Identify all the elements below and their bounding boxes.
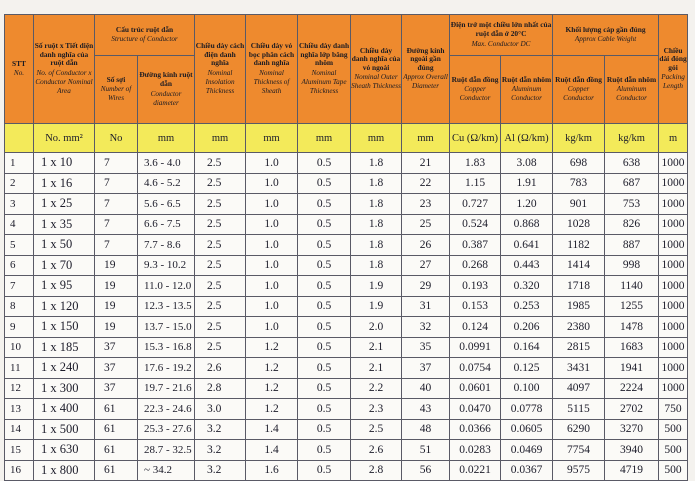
weight-aluminum: 753 (605, 194, 659, 215)
outer-sheath-thickness: 2.2 (351, 378, 402, 399)
insulation-thickness: 2.5 (195, 214, 246, 235)
unit-stt (5, 124, 34, 153)
packing-length: 1000 (659, 194, 688, 215)
weight-aluminum: 3270 (605, 419, 659, 440)
resistance-copper: 0.727 (450, 194, 501, 215)
header-conductor: Số ruột x Tiết diện danh nghĩa của ruột dẫn No. of Conductor x Conductor Nominal Area (34, 15, 95, 124)
tape-thickness: 0.5 (298, 255, 351, 276)
table-row (5, 460, 688, 481)
weight-copper: 1182 (553, 235, 605, 256)
conductor-diameter: 4.6 - 5.2 (138, 173, 195, 194)
tape-thickness: 0.5 (298, 214, 351, 235)
resistance-aluminum: 1.20 (501, 194, 553, 215)
resistance-copper: 0.124 (450, 317, 501, 338)
row-number: 9 (5, 317, 34, 338)
packing-length: 1000 (659, 173, 688, 194)
header-res-copper: Ruột dẫn đồng Copper Conductor (450, 56, 501, 124)
conductor-diameter: ~ 34.2 (138, 460, 195, 481)
wire-count: 7 (95, 235, 138, 256)
resistance-copper: 0.0991 (450, 337, 501, 358)
resistance-aluminum: 0.0778 (501, 399, 553, 420)
sheath-thickness: 1.0 (246, 235, 298, 256)
row-number: 11 (5, 358, 34, 379)
overall-diameter: 26 (402, 235, 450, 256)
packing-length: 1000 (659, 276, 688, 297)
resistance-aluminum: 1.91 (501, 173, 553, 194)
row-number: 15 (5, 440, 34, 461)
unit-tape: mm (298, 124, 351, 153)
weight-aluminum: 687 (605, 173, 659, 194)
weight-aluminum: 638 (605, 153, 659, 174)
weight-aluminum: 1140 (605, 276, 659, 297)
row-number: 14 (5, 419, 34, 440)
conductor-size: 1 x 500 (34, 419, 95, 440)
row-number: 5 (5, 235, 34, 256)
resistance-copper: 0.524 (450, 214, 501, 235)
conductor-diameter: 7.7 - 8.6 (138, 235, 195, 256)
sheath-thickness: 1.0 (246, 194, 298, 215)
weight-copper: 5115 (553, 399, 605, 420)
insulation-thickness: 2.5 (195, 317, 246, 338)
overall-diameter: 51 (402, 440, 450, 461)
sheath-thickness: 1.6 (246, 460, 298, 481)
row-number: 1 (5, 153, 34, 174)
resistance-aluminum: 0.206 (501, 317, 553, 338)
header-structure: Cấu trúc ruột dẫn Structure of Conductor (95, 15, 195, 56)
weight-copper: 2380 (553, 317, 605, 338)
weight-copper: 698 (553, 153, 605, 174)
packing-length: 1000 (659, 358, 688, 379)
weight-aluminum: 2224 (605, 378, 659, 399)
conductor-size: 1 x 35 (34, 214, 95, 235)
header-weight-aluminum: Ruột dẫn nhôm Aluminum Conductor (605, 56, 659, 124)
conductor-size: 1 x 185 (34, 337, 95, 358)
sheath-thickness: 1.2 (246, 358, 298, 379)
unit-res-cu: Cu (Ω/km) (450, 124, 501, 153)
insulation-thickness: 2.5 (195, 153, 246, 174)
cable-spec-table (4, 14, 688, 481)
unit-insulation: mm (195, 124, 246, 153)
insulation-thickness: 3.2 (195, 460, 246, 481)
resistance-copper: 0.153 (450, 296, 501, 317)
conductor-size: 1 x 70 (34, 255, 95, 276)
conductor-size: 1 x 150 (34, 317, 95, 338)
table-row (5, 399, 688, 420)
conductor-size: 1 x 120 (34, 296, 95, 317)
resistance-copper: 0.0754 (450, 358, 501, 379)
weight-copper: 1718 (553, 276, 605, 297)
weight-copper: 1414 (553, 255, 605, 276)
header-wires: Số sợi Number of Wires (95, 56, 138, 124)
insulation-thickness: 2.6 (195, 358, 246, 379)
unit-wires: No (95, 124, 138, 153)
outer-sheath-thickness: 1.9 (351, 276, 402, 297)
resistance-copper: 1.15 (450, 173, 501, 194)
weight-copper: 9575 (553, 460, 605, 481)
table-row (5, 358, 688, 379)
wire-count: 7 (95, 153, 138, 174)
header-resistance: Điện trở một chiều lớn nhất của ruột dẫn ở 20°C Max. Conductor DC (450, 15, 553, 56)
weight-copper: 1985 (553, 296, 605, 317)
table-row (5, 419, 688, 440)
weight-copper: 783 (553, 173, 605, 194)
outer-sheath-thickness: 1.8 (351, 214, 402, 235)
header-overall-diameter: Đường kính ngoài gần đúng Approx Overall Diameter (402, 15, 450, 124)
row-number: 7 (5, 276, 34, 297)
header-packing: Chiều dài đóng gói Packing Length (659, 15, 688, 124)
resistance-copper: 0.0221 (450, 460, 501, 481)
wire-count: 7 (95, 214, 138, 235)
conductor-size: 1 x 25 (34, 194, 95, 215)
conductor-diameter: 12.3 - 13.5 (138, 296, 195, 317)
row-number: 6 (5, 255, 34, 276)
row-number: 8 (5, 296, 34, 317)
resistance-copper: 0.0366 (450, 419, 501, 440)
tape-thickness: 0.5 (298, 358, 351, 379)
outer-sheath-thickness: 1.8 (351, 173, 402, 194)
outer-sheath-thickness: 2.1 (351, 358, 402, 379)
sheath-thickness: 1.0 (246, 255, 298, 276)
resistance-copper: 0.0601 (450, 378, 501, 399)
insulation-thickness: 2.5 (195, 194, 246, 215)
resistance-copper: 0.0283 (450, 440, 501, 461)
table-row (5, 255, 688, 276)
insulation-thickness: 2.5 (195, 235, 246, 256)
outer-sheath-thickness: 1.8 (351, 194, 402, 215)
weight-aluminum: 3940 (605, 440, 659, 461)
insulation-thickness: 2.5 (195, 255, 246, 276)
conductor-size: 1 x 400 (34, 399, 95, 420)
resistance-copper: 0.0470 (450, 399, 501, 420)
table-row (5, 214, 688, 235)
resistance-copper: 0.193 (450, 276, 501, 297)
conductor-diameter: 15.3 - 16.8 (138, 337, 195, 358)
overall-diameter: 35 (402, 337, 450, 358)
weight-aluminum: 1683 (605, 337, 659, 358)
row-number: 16 (5, 460, 34, 481)
overall-diameter: 25 (402, 214, 450, 235)
insulation-thickness: 3.2 (195, 440, 246, 461)
resistance-aluminum: 0.0367 (501, 460, 553, 481)
resistance-aluminum: 0.0605 (501, 419, 553, 440)
conductor-diameter: 13.7 - 15.0 (138, 317, 195, 338)
overall-diameter: 56 (402, 460, 450, 481)
packing-length: 1000 (659, 296, 688, 317)
resistance-copper: 0.268 (450, 255, 501, 276)
header-stt: STT No. (5, 15, 34, 124)
packing-length: 1000 (659, 235, 688, 256)
tape-thickness: 0.5 (298, 153, 351, 174)
outer-sheath-thickness: 2.8 (351, 460, 402, 481)
conductor-diameter: 25.3 - 27.6 (138, 419, 195, 440)
unit-res-al: Al (Ω/km) (501, 124, 553, 153)
resistance-aluminum: 0.868 (501, 214, 553, 235)
conductor-size: 1 x 16 (34, 173, 95, 194)
unit-diameter: mm (138, 124, 195, 153)
overall-diameter: 40 (402, 378, 450, 399)
tape-thickness: 0.5 (298, 194, 351, 215)
conductor-diameter: 19.7 - 21.6 (138, 378, 195, 399)
weight-aluminum: 2702 (605, 399, 659, 420)
sheath-thickness: 1.0 (246, 317, 298, 338)
resistance-aluminum: 0.641 (501, 235, 553, 256)
packing-length: 1000 (659, 214, 688, 235)
insulation-thickness: 2.8 (195, 378, 246, 399)
insulation-thickness: 3.0 (195, 399, 246, 420)
header-weight: Khối lượng cáp gần đúng Approx Cable Weight (553, 15, 659, 56)
tape-thickness: 0.5 (298, 276, 351, 297)
wire-count: 19 (95, 317, 138, 338)
insulation-thickness: 3.2 (195, 419, 246, 440)
resistance-aluminum: 3.08 (501, 153, 553, 174)
outer-sheath-thickness: 2.1 (351, 337, 402, 358)
weight-aluminum: 1478 (605, 317, 659, 338)
conductor-size: 1 x 800 (34, 460, 95, 481)
table-row (5, 337, 688, 358)
header-weight-copper: Ruột dẫn đồng Copper Conductor (553, 56, 605, 124)
table-row (5, 194, 688, 215)
packing-length: 1000 (659, 378, 688, 399)
packing-length: 1000 (659, 153, 688, 174)
overall-diameter: 48 (402, 419, 450, 440)
header-outer-sheath: Chiều dày danh nghĩa của vỏ ngoài Nominal Outer Sheath Thickness (351, 15, 402, 124)
outer-sheath-thickness: 2.6 (351, 440, 402, 461)
unit-weight-al: kg/km (605, 124, 659, 153)
row-number: 12 (5, 378, 34, 399)
insulation-thickness: 2.5 (195, 276, 246, 297)
table-row (5, 276, 688, 297)
wire-count: 19 (95, 276, 138, 297)
outer-sheath-thickness: 1.8 (351, 255, 402, 276)
tape-thickness: 0.5 (298, 440, 351, 461)
overall-diameter: 37 (402, 358, 450, 379)
conductor-diameter: 3.6 - 4.0 (138, 153, 195, 174)
conductor-size: 1 x 300 (34, 378, 95, 399)
conductor-size: 1 x 50 (34, 235, 95, 256)
weight-aluminum: 826 (605, 214, 659, 235)
sheath-thickness: 1.4 (246, 440, 298, 461)
wire-count: 19 (95, 296, 138, 317)
overall-diameter: 27 (402, 255, 450, 276)
sheath-thickness: 1.0 (246, 214, 298, 235)
tape-thickness: 0.5 (298, 337, 351, 358)
table-row (5, 235, 688, 256)
sheath-thickness: 1.2 (246, 378, 298, 399)
table-row (5, 317, 688, 338)
wire-count: 61 (95, 419, 138, 440)
tape-thickness: 0.5 (298, 460, 351, 481)
resistance-copper: 0.387 (450, 235, 501, 256)
weight-aluminum: 998 (605, 255, 659, 276)
overall-diameter: 22 (402, 173, 450, 194)
unit-weight-cu: kg/km (553, 124, 605, 153)
unit-packing: m (659, 124, 688, 153)
wire-count: 19 (95, 255, 138, 276)
sheath-thickness: 1.4 (246, 419, 298, 440)
sheath-thickness: 1.0 (246, 296, 298, 317)
table-row (5, 173, 688, 194)
table-body (5, 153, 688, 481)
unit-outer: mm (351, 124, 402, 153)
weight-copper: 901 (553, 194, 605, 215)
conductor-diameter: 17.6 - 19.2 (138, 358, 195, 379)
weight-copper: 2815 (553, 337, 605, 358)
resistance-aluminum: 0.125 (501, 358, 553, 379)
wire-count: 61 (95, 399, 138, 420)
tape-thickness: 0.5 (298, 173, 351, 194)
wire-count: 61 (95, 460, 138, 481)
packing-length: 1000 (659, 255, 688, 276)
header-diameter: Đường kính ruột dẫn Conductor diameter (138, 56, 195, 124)
packing-length: 750 (659, 399, 688, 420)
wire-count: 37 (95, 358, 138, 379)
overall-diameter: 23 (402, 194, 450, 215)
resistance-aluminum: 0.100 (501, 378, 553, 399)
resistance-aluminum: 0.164 (501, 337, 553, 358)
outer-sheath-thickness: 1.8 (351, 235, 402, 256)
header-sheath: Chiều dày vỏ bọc phân cách danh nghĩa Nominal Thickness of Sheath (246, 15, 298, 124)
resistance-aluminum: 0.320 (501, 276, 553, 297)
wire-count: 37 (95, 337, 138, 358)
overall-diameter: 29 (402, 276, 450, 297)
overall-diameter: 31 (402, 296, 450, 317)
outer-sheath-thickness: 2.0 (351, 317, 402, 338)
weight-aluminum: 4719 (605, 460, 659, 481)
outer-sheath-thickness: 1.9 (351, 296, 402, 317)
sheath-thickness: 1.2 (246, 399, 298, 420)
table-row (5, 378, 688, 399)
unit-conductor: No. mm² (34, 124, 95, 153)
resistance-aluminum: 0.443 (501, 255, 553, 276)
weight-copper: 4097 (553, 378, 605, 399)
sheath-thickness: 1.0 (246, 173, 298, 194)
tape-thickness: 0.5 (298, 378, 351, 399)
header-res-aluminum: Ruột dẫn nhôm Aluminum Conductor (501, 56, 553, 124)
conductor-diameter: 5.6 - 6.5 (138, 194, 195, 215)
weight-copper: 3431 (553, 358, 605, 379)
unit-sheath: mm (246, 124, 298, 153)
conductor-size: 1 x 10 (34, 153, 95, 174)
conductor-size: 1 x 630 (34, 440, 95, 461)
row-number: 3 (5, 194, 34, 215)
wire-count: 7 (95, 194, 138, 215)
resistance-aluminum: 0.253 (501, 296, 553, 317)
conductor-size: 1 x 95 (34, 276, 95, 297)
weight-aluminum: 887 (605, 235, 659, 256)
row-number: 2 (5, 173, 34, 194)
packing-length: 1000 (659, 337, 688, 358)
tape-thickness: 0.5 (298, 419, 351, 440)
conductor-diameter: 11.0 - 12.0 (138, 276, 195, 297)
tape-thickness: 0.5 (298, 317, 351, 338)
conductor-diameter: 9.3 - 10.2 (138, 255, 195, 276)
row-number: 13 (5, 399, 34, 420)
conductor-diameter: 22.3 - 24.6 (138, 399, 195, 420)
overall-diameter: 21 (402, 153, 450, 174)
weight-copper: 1028 (553, 214, 605, 235)
unit-overall: mm (402, 124, 450, 153)
insulation-thickness: 2.5 (195, 173, 246, 194)
sheath-thickness: 1.2 (246, 337, 298, 358)
tape-thickness: 0.5 (298, 296, 351, 317)
weight-copper: 7754 (553, 440, 605, 461)
packing-length: 500 (659, 460, 688, 481)
packing-length: 500 (659, 440, 688, 461)
wire-count: 37 (95, 378, 138, 399)
conductor-diameter: 28.7 - 32.5 (138, 440, 195, 461)
outer-sheath-thickness: 2.3 (351, 399, 402, 420)
table-row (5, 296, 688, 317)
overall-diameter: 32 (402, 317, 450, 338)
sheath-thickness: 1.0 (246, 276, 298, 297)
insulation-thickness: 2.5 (195, 296, 246, 317)
packing-length: 500 (659, 419, 688, 440)
resistance-copper: 1.83 (450, 153, 501, 174)
weight-aluminum: 1255 (605, 296, 659, 317)
packing-length: 1000 (659, 317, 688, 338)
tape-thickness: 0.5 (298, 399, 351, 420)
row-number: 4 (5, 214, 34, 235)
row-number: 10 (5, 337, 34, 358)
tape-thickness: 0.5 (298, 235, 351, 256)
overall-diameter: 43 (402, 399, 450, 420)
table-row (5, 153, 688, 174)
insulation-thickness: 2.5 (195, 337, 246, 358)
header-insulation: Chiều dày cách điện danh nghĩa Nominal Insolation Thickness (195, 15, 246, 124)
wire-count: 61 (95, 440, 138, 461)
resistance-aluminum: 0.0469 (501, 440, 553, 461)
weight-copper: 6290 (553, 419, 605, 440)
conductor-size: 1 x 240 (34, 358, 95, 379)
conductor-diameter: 6.6 - 7.5 (138, 214, 195, 235)
wire-count: 7 (95, 173, 138, 194)
sheath-thickness: 1.0 (246, 153, 298, 174)
header-aluminum-tape: Chiều dày danh nghĩa lớp băng nhôm Nominal Aluminum Tape Thickness (298, 15, 351, 124)
outer-sheath-thickness: 1.8 (351, 153, 402, 174)
weight-aluminum: 1941 (605, 358, 659, 379)
outer-sheath-thickness: 2.5 (351, 419, 402, 440)
